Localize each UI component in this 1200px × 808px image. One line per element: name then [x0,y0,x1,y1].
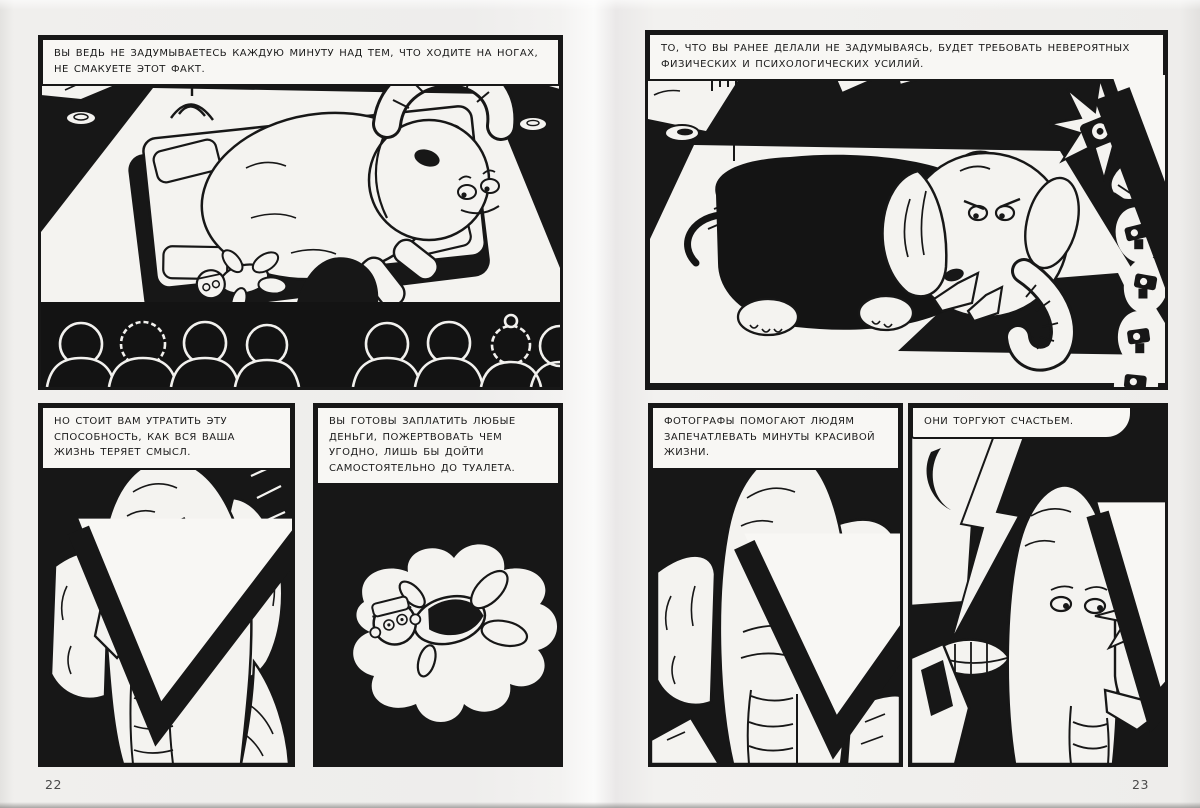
panel-elephant-crawling [645,30,1168,390]
caption-panel-2: НО СТОИТ ВАМ УТРАТИТЬ ЭТУ СПОСОБНОСТЬ, КАК ВСЯ ВАША ЖИЗНЬ ТЕРЯЕТ СМЫСЛ. [41,406,292,470]
panel-sad-elephant [38,403,295,767]
caption-panel-5: ФОТОГРАФЫ ПОМОГАЮТ ЛЮДЯМ ЗАПЕЧАТЛЕВАТЬ МИНУТЫ КРАСИВОЙ ЖИЗНИ. [651,406,900,470]
caption-panel-1: ВЫ ВЕДЬ НЕ ЗАДУМЫВАЕТЕСЬ КАЖДУЮ МИНУТУ НАД ТЕМ, ЧТО ХОДИТЕ НА НОГАХ, НЕ СМАКУЕТЕ ЭТОТ ФАКТ. [41,38,560,86]
caption-tail [733,462,903,767]
caption-panel-6: ОНИ ТОРГУЮТ СЧАСТЬЕМ. [911,406,1132,439]
caption-panel-4: ТО, ЧТО ВЫ РАНЕЕ ДЕЛАЛИ НЕ ЗАДУМЫВАЯСЬ, БУДЕТ ТРЕБОВАТЬ НЕВЕРОЯТНЫХ ФИЗИЧЕСКИХ И ПСИХОЛОГИЧЕСКИХ УСИЛИЙ. [648,33,1165,81]
caption-tail [984,75,1168,390]
page-number-left: 22 [45,777,62,792]
caption-panel-3: ВЫ ГОТОВЫ ЗАПЛАТИТЬ ЛЮБЫЕ ДЕНЬГИ, ПОЖЕРТВОВАТЬ ЧЕМ УГОДНО, ЛИШЬ БЫ ДОЙТИ САМОСТОЯТЕЛЬНО ДО ТУАЛЕТА. [316,406,560,485]
panel-elephant-on-stage [38,35,563,390]
page-number-right: 23 [1132,777,1149,792]
panel-plush-toy-puddle [313,403,563,767]
panel-elephant-photo-flash [908,403,1168,767]
panel-elephant-listening [648,403,903,767]
caption-tail [1086,433,1168,767]
caption-tail [67,448,295,767]
panel-elephant-on-stage-art [41,38,560,387]
